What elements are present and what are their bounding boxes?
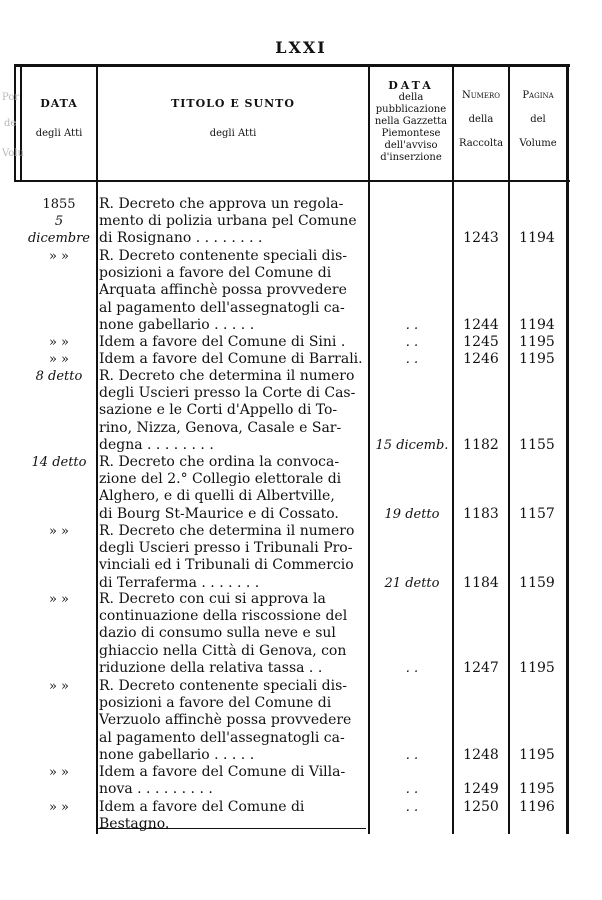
- header-pagina-label: Pagina: [522, 90, 554, 101]
- header-pub-line: pubblicazione: [375, 104, 447, 115]
- entry-pagina: 1194: [519, 316, 555, 333]
- entry-date-line: 8 detto: [35, 369, 83, 384]
- entry-title-line: posizioni a favore del Comune di: [99, 265, 332, 282]
- entry-date-line: 1855: [42, 197, 76, 212]
- entry-title-line: R. Decreto contenente speciali dis-: [99, 678, 348, 694]
- entry-title-line: degna . . . . . . . .: [99, 436, 214, 453]
- entry-date-line: » »: [48, 249, 70, 264]
- entry-numero: 1182: [463, 436, 499, 453]
- entry-pagina: 1195: [519, 334, 555, 350]
- header-pagina-line: del: [530, 114, 546, 125]
- header-numero: [454, 90, 508, 150]
- entry-pagina: 1195: [519, 781, 555, 798]
- entry-title-line: di Rosignano . . . . . . . .: [99, 230, 263, 247]
- bleed-through-mark: Volu: [2, 148, 24, 159]
- header-degli-atti: degli Atti: [35, 128, 83, 139]
- entry-title-line: sazione e le Corti d'Appello di To-: [99, 402, 338, 419]
- header-data: [22, 98, 96, 140]
- entry-publication-date: . .: [405, 317, 419, 333]
- entry-title-line: continuazione della riscossione del: [99, 608, 348, 625]
- entry-title-line: zione del 2.° Collegio elettorale di: [99, 471, 342, 488]
- entry-title: [99, 678, 364, 764]
- entry-date-line: 14 detto: [31, 455, 87, 470]
- header-titolo: [98, 98, 368, 140]
- entry-publication-date: 19 detto: [384, 506, 440, 522]
- entry-date: [22, 591, 96, 608]
- column-rule-right: [566, 64, 569, 834]
- entry-title: [99, 368, 364, 454]
- entry-title: [99, 334, 364, 351]
- entry-numero: 1245: [463, 334, 499, 350]
- header-pub-line: nella Gazzetta: [374, 116, 448, 127]
- entry-title-line: Verzuolo affinchè possa provvedere: [99, 712, 352, 729]
- entry-title-line: R. Decreto che determina il numero: [99, 368, 355, 384]
- entry-title-line: R. Decreto con cui si approva la: [99, 591, 326, 607]
- entry-date: [22, 248, 96, 265]
- entry-title-line: mento di polizia urbana pel Comune: [99, 213, 357, 230]
- entry-title: [99, 248, 364, 334]
- entry-title: [99, 799, 364, 833]
- entry-date: [22, 351, 96, 368]
- entry-numero: 1248: [463, 746, 499, 763]
- header-pub-line: dell'avviso: [384, 140, 438, 151]
- header-numero-line: Raccolta: [458, 138, 504, 149]
- entry-title-line: degli Uscieri presso i Tribunali Pro-: [99, 540, 353, 557]
- entry-publication-date: . .: [405, 747, 419, 763]
- entry-title-line: R. Decreto che ordina la convoca-: [99, 454, 340, 470]
- entry-title-line: R. Decreto contenente speciali dis-: [99, 248, 348, 264]
- entry-publication-date: . .: [405, 335, 419, 350]
- entry-title-line: dazio di consumo sulla neve e sul: [99, 625, 336, 642]
- entry-title-line: Idem a favore del Comune di Villa-: [99, 764, 346, 780]
- entry-title-line: riduzione della relativa tassa . .: [99, 659, 323, 676]
- bleed-through-mark: Por: [2, 92, 20, 103]
- entry-publication-date: . .: [405, 782, 419, 798]
- entry-title: [99, 351, 364, 368]
- entry-title: [99, 196, 364, 248]
- entry-date: [22, 799, 96, 816]
- entry-numero: 1244: [463, 316, 499, 333]
- header-pub-line: Piemontese: [381, 128, 441, 139]
- header-numero-label: Numero: [462, 90, 500, 101]
- entry-title-line: degli Uscieri presso la Corte di Cas-: [99, 385, 356, 402]
- entry-title: [99, 764, 364, 798]
- entry-pagina: 1195: [519, 659, 555, 676]
- entry-date-line: » »: [48, 335, 70, 350]
- header-titolo-label: TITOLO E SUNTO: [171, 97, 295, 110]
- entry-date-line: 5 dicembre: [27, 214, 90, 246]
- header-titolo-sub: degli Atti: [209, 128, 257, 139]
- entry-title: [99, 591, 364, 677]
- entry-publication-date: . .: [405, 352, 419, 367]
- entry-title: [99, 523, 364, 592]
- entry-publication-date: 21 detto: [384, 575, 440, 591]
- entry-title-line: none gabellario . . . . .: [99, 316, 255, 333]
- entry-title-line: Idem a favore del Comune di Sini .: [99, 334, 346, 350]
- entry-title-line: al pagamento dell'assegnatogli ca-: [99, 729, 345, 746]
- entry-numero: 1184: [463, 574, 499, 591]
- entry-numero: 1249: [463, 781, 499, 798]
- entry-title-line: R. Decreto che approva un regola-: [99, 196, 344, 212]
- column-rule-pub: [452, 64, 454, 834]
- entry-numero: 1246: [463, 351, 499, 367]
- column-rule-date: [96, 64, 98, 834]
- entry-numero: 1250: [463, 799, 499, 815]
- bleed-through-mark: de: [4, 118, 17, 129]
- entry-title-line: none gabellario . . . . .: [99, 746, 255, 763]
- entry-title-line: Alghero, e di quelli di Albertville,: [99, 488, 335, 505]
- header-pub-title: DATA: [388, 79, 434, 92]
- entry-numero: 1247: [463, 659, 499, 676]
- entry-date-line: » »: [48, 679, 70, 694]
- entry-title-line: posizioni a favore del Comune di: [99, 695, 332, 712]
- entry-numero: 1183: [463, 505, 499, 522]
- entry-date: [22, 764, 96, 781]
- entry-title-line: ghiaccio nella Città di Genova, con: [99, 642, 347, 659]
- entry-date: [22, 368, 96, 385]
- entry-date: [22, 678, 96, 695]
- entry-title-line: nova . . . . . . . . .: [99, 781, 213, 798]
- entry-date-line: » »: [48, 800, 70, 815]
- entry-pagina: 1195: [519, 746, 555, 763]
- entry-pagina: 1155: [519, 436, 555, 453]
- header-pagina-line: Volume: [519, 138, 557, 149]
- header-pubblicazione: [370, 80, 452, 164]
- entry-date-line: » »: [48, 592, 70, 607]
- header-pub-line: della: [398, 92, 424, 103]
- entry-pagina: 1195: [519, 351, 555, 367]
- column-rule-title: [368, 64, 370, 834]
- entry-date: [22, 196, 96, 247]
- entry-publication-date: . .: [405, 800, 419, 815]
- header-numero-line: della: [468, 114, 494, 125]
- entry-title-line: Idem a favore del Comune di Barrali.: [99, 351, 363, 367]
- entry-date: [22, 523, 96, 540]
- entry-title-line: Idem a favore del Comune di Bestagno.: [99, 799, 305, 833]
- entry-title: [99, 454, 364, 523]
- entry-publication-date: . .: [405, 660, 419, 676]
- header-pub-line: d'inserzione: [380, 152, 442, 163]
- entry-date-line: » »: [48, 765, 70, 780]
- entry-title-line: al pagamento dell'assegnatogli ca-: [99, 299, 345, 316]
- entry-title-line: Arquata affinchè possa provvedere: [99, 282, 347, 299]
- entry-date: [22, 454, 96, 471]
- entry-publication-date: 15 dicemb.: [375, 437, 449, 453]
- entry-date-line: » »: [48, 524, 70, 539]
- entry-title-line: di Bourg St-Maurice e di Cossato.: [99, 505, 339, 522]
- entry-title-line: vinciali ed i Tribunali di Commercio: [99, 557, 354, 574]
- entry-date: [22, 334, 96, 351]
- page-number: LXXI: [275, 38, 327, 57]
- column-rule-numero: [508, 64, 510, 834]
- entry-numero: 1243: [463, 230, 499, 247]
- entry-pagina: 1194: [519, 230, 555, 247]
- entry-pagina: 1196: [519, 799, 555, 815]
- header-data-label: DATA: [40, 97, 78, 110]
- entry-title-line: rino, Nizza, Genova, Casale e Sar-: [99, 419, 342, 436]
- entry-date-line: » »: [48, 352, 70, 367]
- header-pagina: [510, 90, 566, 150]
- entry-pagina: 1157: [519, 505, 555, 522]
- entry-title-line: di Terraferma . . . . . . .: [99, 574, 260, 591]
- entry-title-line: R. Decreto che determina il numero: [99, 523, 355, 539]
- entry-pagina: 1159: [519, 574, 555, 591]
